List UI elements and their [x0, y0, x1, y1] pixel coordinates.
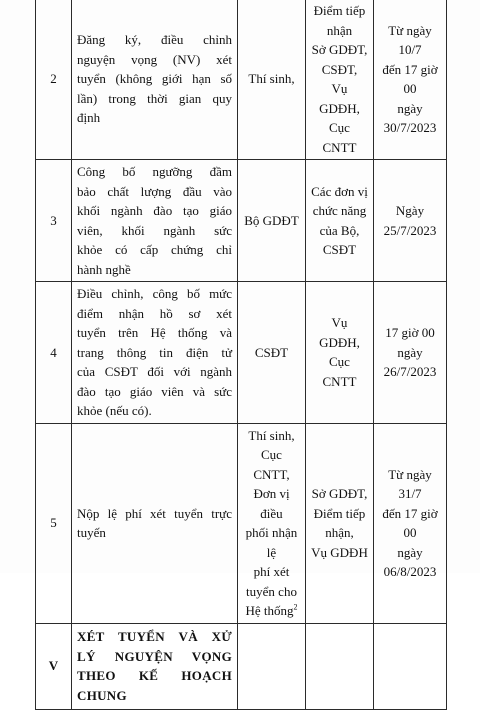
text-line: đào tạo giáo viên và sức [77, 383, 232, 399]
table-row [36, 423, 447, 623]
row-number: 2 [36, 0, 72, 160]
text-line: nguyện vọng (NV) xét [77, 51, 232, 67]
text-line: nhận, [325, 525, 354, 540]
table-row [36, 282, 447, 424]
text-line: Vụ GDĐH, [319, 81, 360, 116]
text-line: Đăng ký, điều chỉnh [77, 32, 232, 48]
text-line: đến 17 giờ 00 [382, 61, 438, 96]
text-line: LÝ NGUYỆN VỌNG [77, 648, 232, 664]
section-heading [72, 623, 238, 709]
responsible-cell [238, 160, 306, 282]
row-number: 3 [36, 160, 72, 282]
time-cell [374, 282, 447, 424]
text-line: tuyến [77, 525, 106, 540]
text-line: Nộp lệ phí xét tuyển trực [77, 505, 232, 521]
coordinator-cell [306, 282, 374, 424]
time-cell [374, 160, 447, 282]
text-line: ngày 30/7/2023 [383, 100, 437, 135]
coordinator-cell [306, 423, 374, 623]
text-line: Điều chỉnh, công bố mức [77, 286, 232, 301]
coordinator-cell [306, 0, 374, 160]
text-line: Từ ngày 10/7 [388, 22, 432, 57]
text-line: Thí sinh, [248, 71, 295, 87]
text-line: tuyển cho [246, 583, 297, 599]
text-line: khỏe (nếu có). [77, 403, 152, 418]
text-line: tuyển (không giới hạn số [77, 71, 232, 87]
text-line: khỏe có cấp chứng chỉ [77, 242, 232, 257]
text-line: CSĐT [254, 344, 289, 360]
text-line: viên, khối ngành sức [77, 222, 232, 238]
text-line: hành nghề [77, 261, 131, 277]
text-line: tuyển trên Hệ thống và [77, 325, 232, 340]
text-line: chức năng [312, 203, 367, 218]
time-cell [374, 0, 447, 160]
text-line: CHUNG [77, 687, 127, 703]
text-line: Cục CNTT, [253, 447, 290, 482]
text-line: Đơn vị điều [253, 486, 290, 521]
text-line: Vụ GDĐH [311, 544, 368, 560]
task-cell [72, 160, 238, 282]
task-cell [72, 423, 238, 623]
schedule-table [35, 0, 447, 710]
text-line: đến 17 giờ 00 [382, 505, 438, 540]
empty-cell [306, 623, 374, 709]
coordinator-cell [306, 160, 374, 282]
text-line: 17 giờ 00 [385, 325, 435, 340]
text-line: Cục CNTT [322, 354, 357, 389]
empty-cell [374, 623, 447, 709]
text-line: phối nhận lệ [245, 525, 298, 560]
text-line: Vụ GDĐH, [319, 315, 360, 350]
text-line: của Bộ, [319, 222, 360, 238]
text-line: Điểm tiếp [313, 505, 366, 521]
text-line: lần) trong thời gian quy [77, 90, 232, 106]
text-line: ngày 26/7/2023 [383, 344, 437, 379]
task-cell [72, 0, 238, 160]
task-cell [72, 282, 238, 424]
text-fragment: Hệ thống [245, 603, 294, 618]
responsible-cell [238, 282, 306, 424]
text-line: Thí sinh, [248, 427, 295, 443]
table-row [36, 160, 447, 282]
table-row [36, 0, 447, 160]
text-line: CSĐT [322, 242, 357, 257]
text-line: Các đơn vị [311, 183, 368, 199]
section-row [36, 623, 447, 709]
text-line: bảo chất lượng đầu vào [77, 183, 232, 199]
row-number: 5 [36, 423, 72, 623]
text-line: Điểm tiếp [313, 3, 366, 18]
text-line: trang thông tin điện tử [77, 344, 232, 360]
text-line: THEO KẾ HOẠCH [77, 668, 232, 683]
section-number: V [36, 623, 72, 709]
text-line: định [77, 110, 101, 126]
text-line: Sở GDĐT, [311, 486, 368, 501]
text-line: Công bố ngưỡng đầm [77, 164, 232, 179]
empty-cell [238, 623, 306, 709]
text-line: CSĐT, [321, 61, 358, 77]
text-line: Sở GDĐT, [311, 42, 368, 57]
text-line: điểm nhận hồ sơ xét [77, 305, 232, 321]
text-line: XÉT TUYỂN VÀ XỬ [77, 629, 232, 644]
text-line: Ngày 25/7/2023 [383, 203, 437, 238]
text-line: Cục CNTT [322, 120, 357, 155]
text-line: Bộ GDĐT [244, 212, 299, 228]
text-line: phí xét [253, 564, 290, 579]
text-line: Từ ngày 31/7 [388, 466, 432, 501]
text-line [243, 601, 300, 621]
text-line: khối ngành đào tạo giáo [77, 203, 232, 218]
footnote-marker: 2 [293, 602, 298, 612]
text-line: nhận [326, 22, 353, 38]
text-line: ngày 06/8/2023 [383, 544, 437, 579]
row-number: 4 [36, 282, 72, 424]
responsible-cell [238, 423, 306, 623]
text-line: của CSĐT đối với ngành [77, 364, 232, 379]
time-cell [374, 423, 447, 623]
responsible-cell [238, 0, 306, 160]
